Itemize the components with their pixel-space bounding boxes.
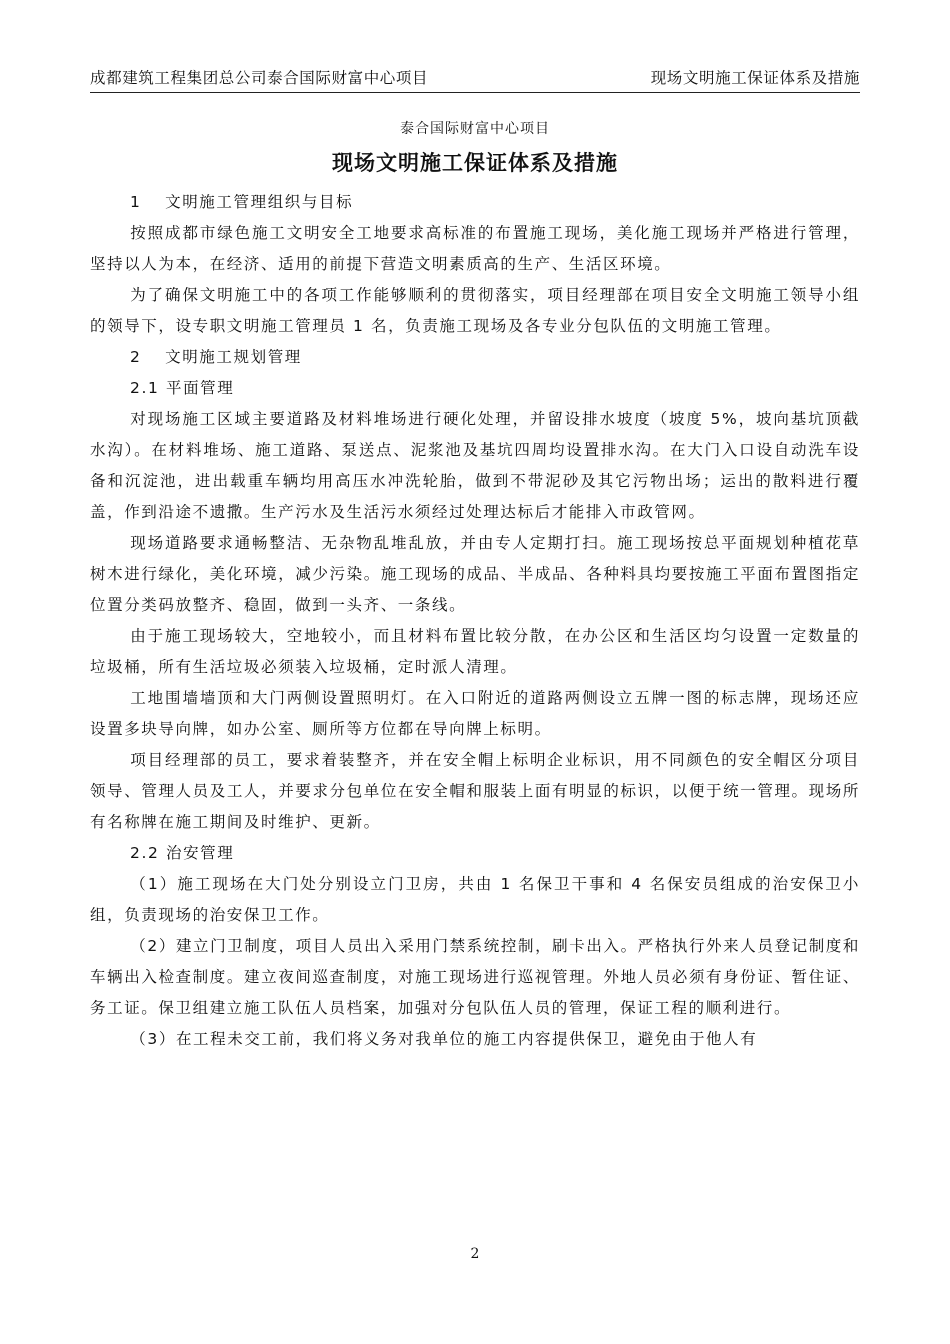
document-subtitle: 泰合国际财富中心项目: [400, 121, 550, 137]
page-header: [90, 66, 860, 93]
paragraph: 按照成都市绿色施工文明安全工地要求高标准的布置施工现场，美化施工现场并严格进行管理，坚持以人为本，在经济、适用的前提下营造文明素质高的生产、生活区环境。: [90, 224, 860, 273]
paragraph: 工地围墙墙顶和大门两侧设置照明灯。在入口附近的道路两侧设立五牌一图的标志牌，现场还应设置多块导向牌，如办公室、厕所等方位都在导向牌上标明。: [90, 689, 860, 738]
list-item: （3）在工程未交工前，我们将义务对我单位的施工内容提供保卫，避免由于他人有: [130, 1030, 758, 1048]
header-left-title: 成都建筑工程集团总公司泰合国际财富中心项目: [90, 69, 429, 87]
document-body: [90, 187, 860, 1055]
paragraph: 对现场施工区域主要道路及材料堆场进行硬化处理，并留设排水坡度（坡度 5%，坡向基坑顶截水沟）。在材料堆场、施工道路、泵送点、泥浆池及基坑四周均设置排水沟。在大门入口设自动洗车设备和沉淀池，进出载重车辆均用高压水冲洗轮胎，做到不带泥砂及其它污物出场；运出的散料进行覆盖，作到沿途不遗撒。生产污水及生活污水须经过处理达标后才能排入市政管网。: [90, 410, 860, 521]
paragraph: 项目经理部的员工，要求着装整齐，并在安全帽上标明企业标识，用不同颜色的安全帽区分项目领导、管理人员及工人，并要求分包单位在安全帽和服装上面有明显的标识，以便于统一管理。现场所有名称牌在施工期间及时维护、更新。: [90, 751, 860, 831]
section-heading-2: 2 文明施工规划管理: [130, 348, 302, 366]
paragraph: 由于施工现场较大，空地较小，而且材料布置比较分散，在办公区和生活区均匀设置一定数量的垃圾桶，所有生活垃圾必须装入垃圾桶，定时派人清理。: [90, 627, 860, 676]
subsection-heading-2-2: 2.2 治安管理: [130, 844, 235, 862]
list-item: （1）施工现场在大门处分别设立门卫房，共由 1 名保卫干事和 4 名保安员组成的治安保卫小组，负责现场的治安保卫工作。: [90, 875, 860, 924]
paragraph: 为了确保文明施工中的各项工作能够顺利的贯彻落实，项目经理部在项目安全文明施工领导小组的领导下，设专职文明施工管理员 1 名，负责施工现场及各专业分包队伍的文明施工管理。: [90, 286, 860, 335]
list-item: （2）建立门卫制度，项目人员出入采用门禁系统控制，刷卡出入。严格执行外来人员登记制度和车辆出入检查制度。建立夜间巡查制度，对施工现场进行巡视管理。外地人员必须有身份证、暂住证、务工证。保卫组建立施工队伍人员档案，加强对分包队伍人员的管理，保证工程的顺利进行。: [90, 937, 860, 1017]
document-title: 现场文明施工保证体系及措施: [332, 151, 618, 175]
section-heading-1: 1 文明施工管理组织与目标: [130, 193, 354, 211]
subsection-heading-2-1: 2.1 平面管理: [130, 379, 235, 397]
header-right-title: 现场文明施工保证体系及措施: [650, 69, 860, 87]
paragraph: 现场道路要求通畅整洁、无杂物乱堆乱放，并由专人定期打扫。施工现场按总平面规划种植花草树木进行绿化，美化环境，减少污染。施工现场的成品、半成品、各种料具均要按施工平面布置图指定位置分类码放整齐、稳固，做到一头齐、一条线。: [90, 534, 860, 614]
page-number: 2: [470, 1246, 480, 1262]
